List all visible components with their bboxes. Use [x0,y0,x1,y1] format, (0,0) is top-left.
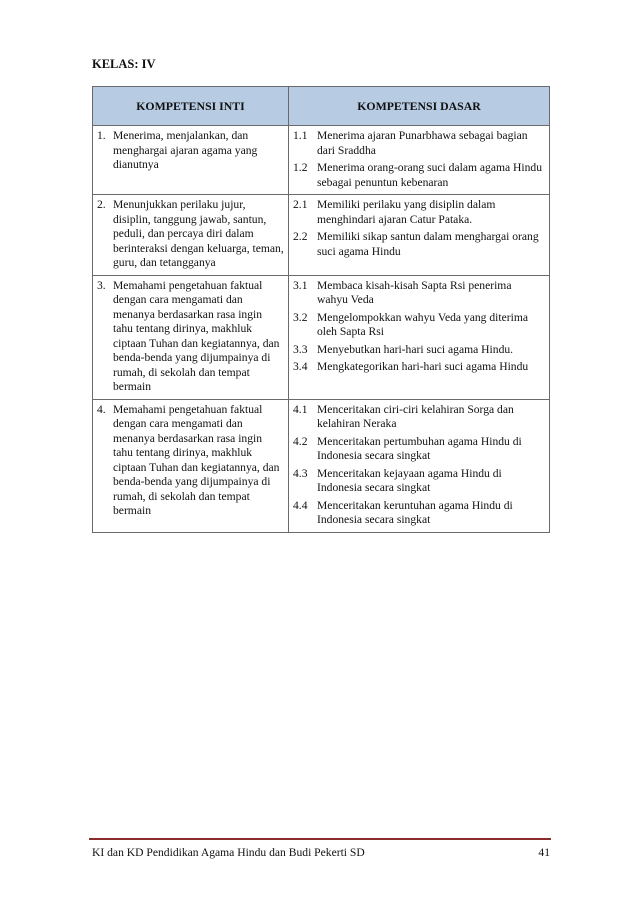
ki-number: 2. [97,198,106,211]
kd-text: Menerima ajaran Punarbhawa sebagai bagian dari Sraddha [317,129,528,157]
competency-table [92,86,550,533]
kd-number: 3.2 [293,310,308,324]
table-header-row [93,87,550,126]
kd-item [293,499,545,528]
ki-cell [93,399,289,532]
ki-text: Memahami pengetahuan faktual dengan cara mengamati dan menanya berdasarkan rasa ingin tahu tentang dirinya, makhluk ciptaan Tuhan dan kegiatannya, dan benda-benda yang dijumpainya di rumah, di sekolah dan tempat bermain [113,278,280,393]
kd-item [293,435,545,464]
ki-cell [93,126,289,195]
kd-text: Menerima orang-orang suci dalam agama Hindu sebagai penuntun kebenaran [317,161,543,189]
kd-item [293,403,545,432]
ki-item [97,198,284,271]
kd-text: Menceritakan keruntuhan agama Hindu di Indonesia secara singkat [317,498,513,526]
kd-number: 2.1 [293,198,308,211]
kd-cell [289,399,550,532]
table-row [93,195,550,276]
kd-item [293,343,545,358]
kd-number: 3.1 [293,278,308,292]
kd-number: 4.2 [293,434,308,448]
header-kd: KOMPETENSI DASAR [289,87,550,126]
table-row [93,126,550,195]
kd-item [293,198,545,227]
class-label: KELAS: IV [92,57,156,71]
kd-number: 4.1 [293,402,308,416]
kd-number: 4.3 [293,466,308,480]
header-ki: KOMPETENSI INTI [93,87,289,126]
kd-cell [289,195,550,276]
kd-text: Menceritakan pertumbuhan agama Hindu di Indonesia secara singkat [317,434,522,462]
kd-text: Menyebutkan hari-hari suci agama Hindu. [317,342,514,356]
ki-cell [93,275,289,399]
kd-number: 3.3 [293,342,308,356]
ki-item [97,403,284,519]
kd-number: 1.2 [293,161,308,174]
kd-item [293,129,545,158]
kd-text: Memiliki perilaku yang disiplin dalam menghindari ajaran Catur Pataka. [317,198,496,226]
kd-text: Mengelompokkan wahyu Veda yang diterima oleh Sapta Rsi [317,310,528,338]
footer-divider [89,838,551,840]
kd-number: 3.4 [293,360,308,373]
kd-text: Memiliki sikap santun dalam menghargai orang suci agama Hindu [317,230,539,258]
ki-number: 1. [97,129,106,142]
kd-text: Mengkategorikan hari-hari suci agama Hindu [317,360,529,373]
footer-title: KI dan KD Pendidikan Agama Hindu dan Budi Pekerti SD [92,846,365,859]
kd-item [293,467,545,496]
kd-text: Menceritakan ciri-ciri kelahiran Sorga dan kelahiran Neraka [317,402,514,430]
kd-item [293,311,545,340]
kd-item [293,161,545,190]
kd-number: 1.1 [293,129,308,142]
ki-number: 4. [97,402,106,416]
table-row [93,275,550,399]
kd-text: Menceritakan kejayaan agama Hindu di Indonesia secara singkat [317,466,502,494]
page-number: 41 [538,846,550,859]
kd-item [293,360,545,375]
ki-text: Menunjukkan perilaku jujur, disiplin, tanggung jawab, santun, peduli, dan percaya diri dalam berinteraksi dengan keluarga, teman, guru, dan tetangganya [113,198,284,269]
kd-number: 2.2 [293,230,308,243]
kd-number: 4.4 [293,498,308,512]
ki-text: Menerima, menjalankan, dan menghargai ajaran agama yang dianutnya [113,129,258,171]
ki-item [97,129,284,173]
ki-text: Memahami pengetahuan faktual dengan cara mengamati dan menanya berdasarkan rasa ingin tahu tentang dirinya, makhluk ciptaan Tuhan dan kegiatannya, dan benda-benda yang dijumpainya di rumah, di sekolah dan tempat bermain [113,402,280,517]
kd-cell [289,275,550,399]
ki-item [97,279,284,395]
table-row [93,399,550,532]
ki-number: 3. [97,278,106,292]
kd-item [293,279,545,308]
kd-cell [289,126,550,195]
kd-text: Membaca kisah-kisah Sapta Rsi penerima wahyu Veda [317,278,512,306]
kd-item [293,230,545,259]
ki-cell [93,195,289,276]
